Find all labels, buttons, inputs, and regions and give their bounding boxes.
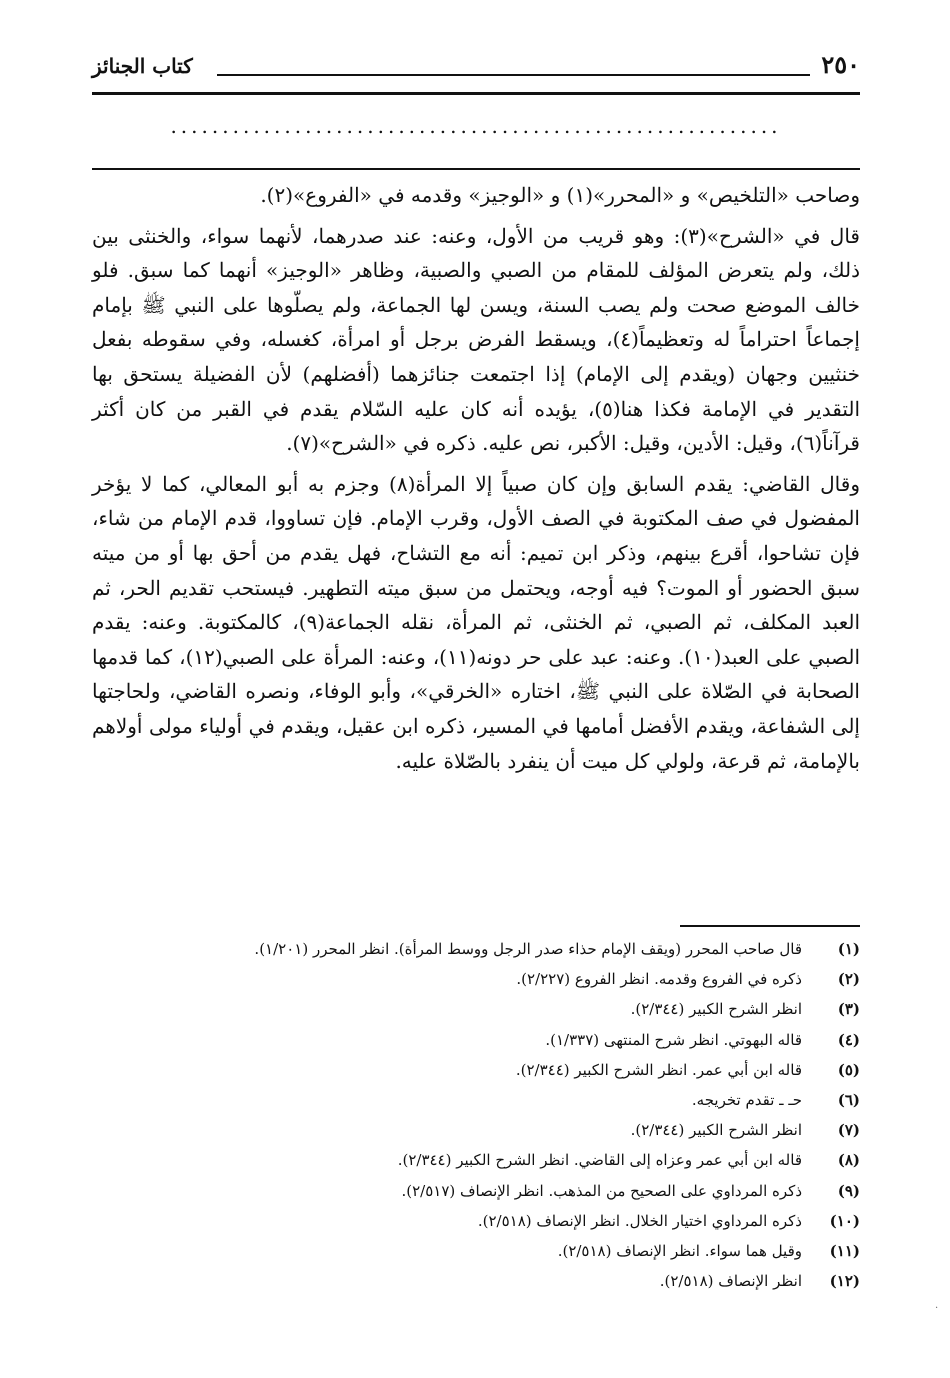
footnote-2 — [92, 964, 860, 994]
paragraph-2: قال في «الشرح»(٣): وهو قريب من الأول، وعنه: عند صدرهما، لأنهما سواء، والخنثى بين ذلك، ولم يتعرض المؤلف للمقام من الصبي والصبية، وظاهر «الوجيز» أنهما كما سبق. فلو خالف الموضع صحت ولم يصب السنة، ويسن لها الجماعة، ولم يصلّوها على النبي ﷺ بإمام إجماعاً احتراماً له وتعظيماً(٤)، ويسقط الفرض برجل أو امرأة، كغسله، وفي سقوطه بفعل خنثيين وجهان (ويقدم إلى الإمام) إذا اجتمعت جنائزهما (أفضلهم) لأن الفضيلة يستحق بها التقدير في الإمامة فكذا هنا(٥)، يؤيده أنه كان عليه السّلام يقدم في القبر من كان أكثر قرآناً(٦)، وقيل: الأدين، وقيل: الأكبر، نص عليه. ذكره في «الشرح»(٧). — [92, 223, 861, 456]
running-title: كتاب الجنائز — [92, 54, 193, 78]
paragraph-1: وصاحب «التلخيص» و «المحرر»(١) و «الوجيز» وقدمه في «الفروع»(٢). — [260, 183, 860, 207]
footnote-number: (٦) — [837, 1091, 860, 1110]
footnote-number: (٧) — [837, 1121, 860, 1140]
footnote-text: انظر الشرح الكبير (٢/٣٤٤). — [630, 1000, 802, 1019]
footnote-1 — [92, 934, 860, 964]
footnote-text: ذكره في الفروع وقدمه. انظر الفروع (٢/٢٢٧). — [516, 970, 802, 989]
footnote-number: (٨) — [837, 1151, 860, 1170]
main-text — [92, 178, 860, 918]
footnote-5 — [92, 1055, 860, 1085]
footnote-text: وقيل هما سواء. انظر الإنصاف (٢/٥١٨). — [557, 1242, 802, 1261]
footnote-number: (٥) — [837, 1060, 860, 1079]
footnote-4 — [92, 1025, 860, 1055]
footnote-3 — [92, 994, 860, 1024]
footnotes — [92, 934, 860, 1296]
footnote-number: (١٠) — [829, 1211, 860, 1230]
footnote-6 — [92, 1085, 860, 1115]
footnote-12 — [92, 1266, 860, 1296]
footnote-10 — [92, 1206, 860, 1236]
footnote-7 — [92, 1115, 860, 1145]
footnote-number: (١) — [837, 940, 860, 958]
footnote-9 — [92, 1176, 860, 1206]
footnote-number: (١١) — [829, 1242, 860, 1261]
footnote-text: ذكره المرداوي اختيار الخلال. انظر الإنصاف (٢/٥١٨). — [477, 1211, 802, 1230]
footnote-text: قال صاحب المحرر (ويقف الإمام حذاء صدر الرجل ووسط المرأة). انظر المحرر (١/٢٠١). — [254, 940, 802, 958]
footnote-text: انظر الإنصاف (٢/٥١٨). — [659, 1272, 802, 1291]
header-rule — [217, 74, 810, 76]
footnote-text: ذكره المرداوي على الصحيح من المذهب. انظر الإنصاف (٢/٥١٧). — [401, 1181, 802, 1200]
footnote-8 — [92, 1145, 860, 1175]
footnote-number: (٢) — [837, 970, 860, 989]
footnote-text: قاله ابن أبي عمر وعزاه إلى القاضي. انظر الشرح الكبير (٢/٣٤٤). — [397, 1151, 802, 1170]
footnote-text: انظر الشرح الكبير (٢/٣٤٤). — [630, 1121, 802, 1140]
paragraph-3: وقال القاضي: يقدم السابق وإن كان صبياً إلا المرأة(٨) وجزم به أبو المعالي، كما لا يؤخر المفضول في صف المكتوبة في الصف الأول، وقرب الإمام. فإن تساووا، قدم الإمام من شاء، فإن تشاحوا، أقرع بينهم، وذكر ابن تميم: أنه مع التشاح، فهل يقدم من أحق بها أو من ميته سبق الحضور أو الموت؟ فيه أوجه، ويحتمل من سبق ميته التطهير. فيستحب تقديم الحر، ثم العبد المكلف، ثم الصبي، ثم الخنثى، ثم المرأة، نقله الجماعة(٩)، كالمكتوبة. وعنه: يقدم الصبي على العبد(١٠). وعنه: عبد على حر دونه(١١)، وعنه: المرأة على الصبي(١٢)، كما قدمها الصحابة في الصّلاة على النبي ﷺ، اختاره «الخرقي»، وأبو الوفاء، ونصره القاضي، ولحاجتها إلى الشفاعة، ويقدم الأفضل أمامها في المسير، ذكره ابن عقيل، ويقدم في أولياء مولى أولاهم بالإمامة، ثم قرعة، ولولي كل ميت أن ينفرد بالصّلاة عليه. — [92, 471, 861, 773]
top-rule — [92, 92, 860, 95]
footnote-number: (٣) — [837, 1000, 860, 1019]
footnote-text: قاله ابن أبي عمر. انظر الشرح الكبير (٢/٣٤٤). — [515, 1060, 802, 1079]
page-header — [92, 50, 860, 90]
footnote-text: حـ ـ تقدم تخريجه. — [691, 1091, 802, 1110]
page-number: ٢٥٠ — [821, 50, 860, 79]
footnote-11 — [92, 1236, 860, 1266]
footnote-number: (٤) — [837, 1030, 860, 1049]
footnote-number: (١٢) — [829, 1272, 860, 1291]
footnote-number: (٩) — [837, 1181, 860, 1200]
section-rule — [92, 168, 860, 170]
footnote-text: قاله البهوتي. انظر شرح المنتهى (١/٣٣٧). — [545, 1030, 802, 1049]
footnote-rule — [680, 925, 860, 927]
ellipsis-separator: ........................................................... — [170, 116, 782, 138]
margin-speck: . — [935, 1300, 939, 1311]
